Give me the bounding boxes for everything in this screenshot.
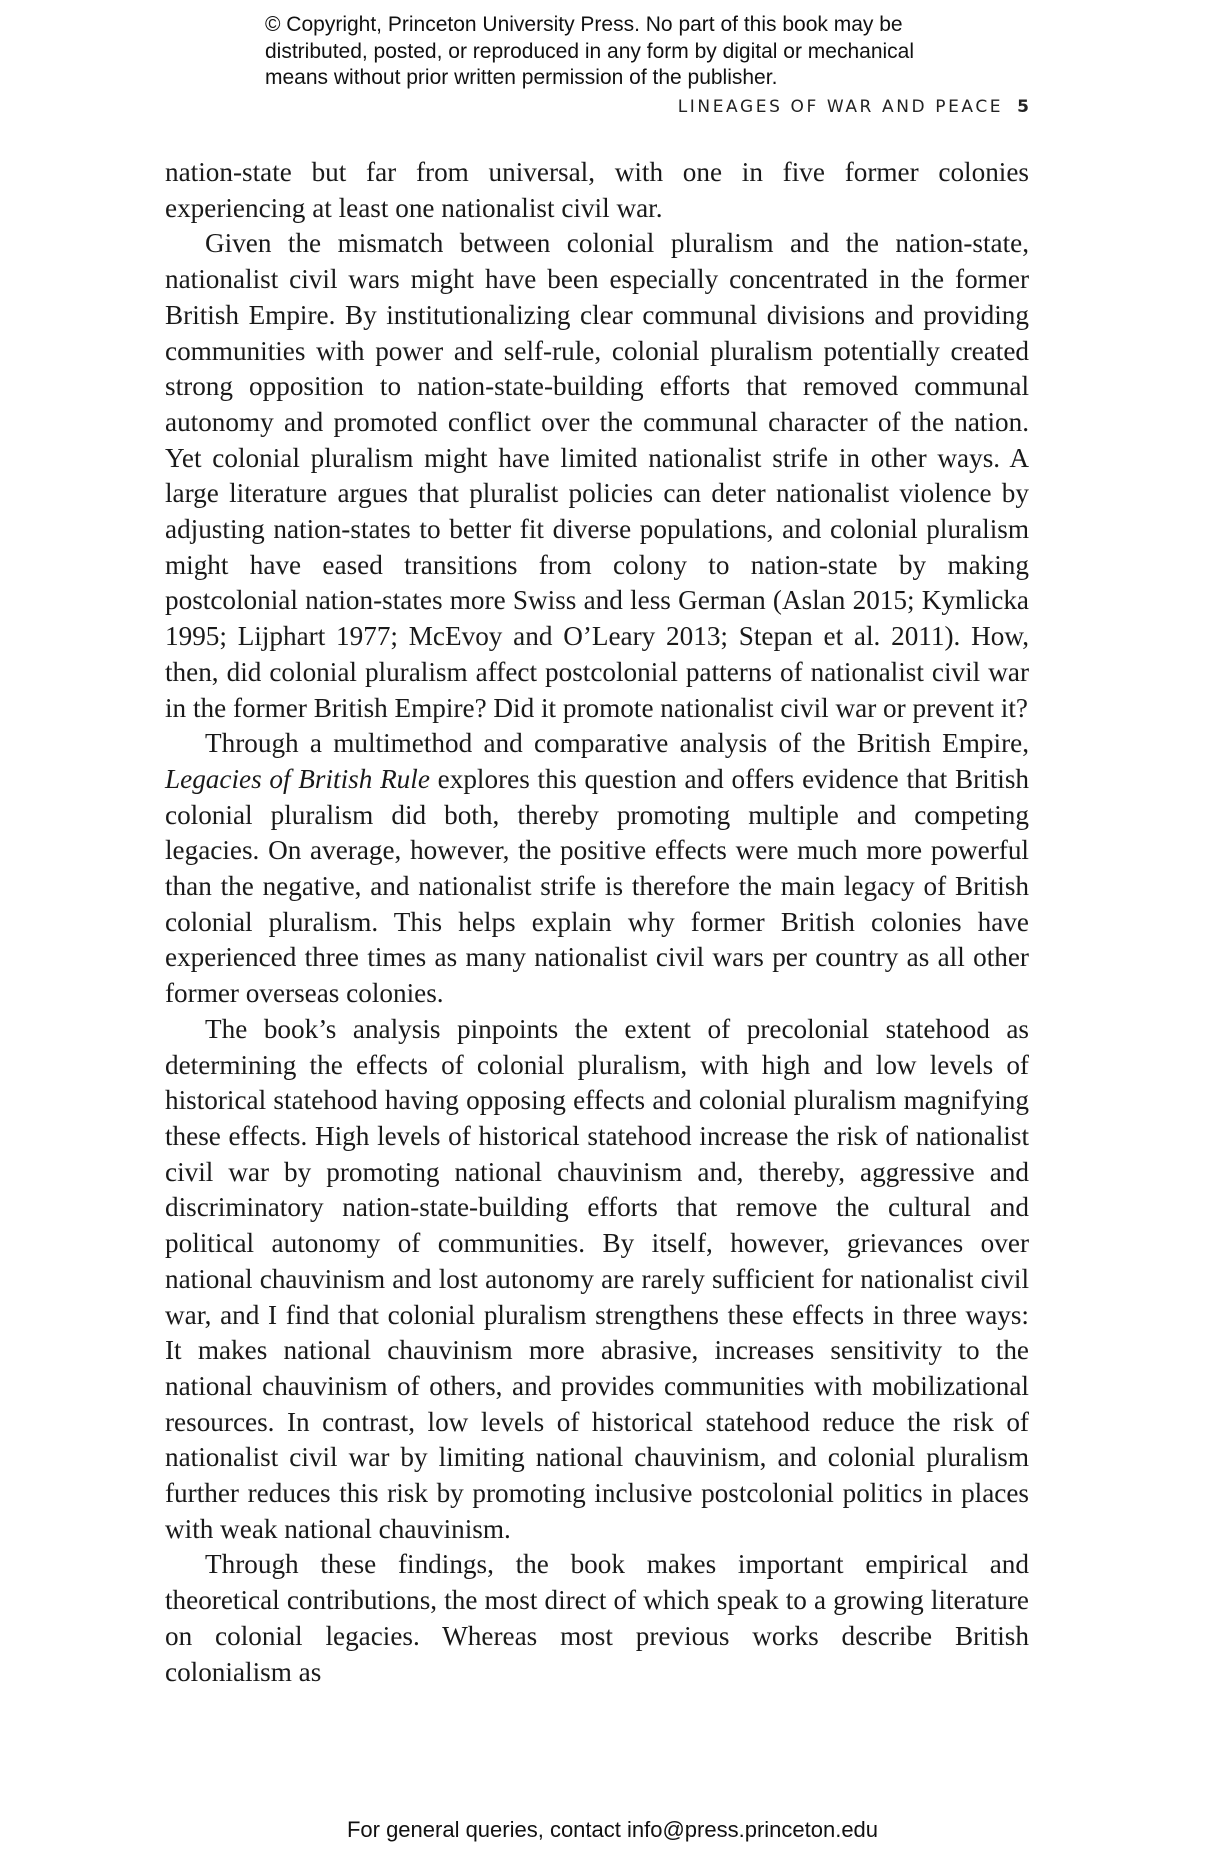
paragraph-rest: explores this question and offers evidence that British colonial pluralism did both, thereby promoting multiple and competing legacies. On average, however, the positive effects were much more powerful than the negative, and nationalist strife is therefore the main legacy of British colonial pluralism. This helps explain why former British colonies have experienced three times as many nationalist civil wars per country as all other former overseas colonies. [165, 763, 1030, 1009]
paragraph: Through these findings, the book makes important empirical and theoretical contributions, the most direct of which speak to a growing literature on colonial legacies. Whereas most previous works describe British colonialism as [165, 1549, 1029, 1687]
paragraph: The book’s analysis pinpoints the extent of precolonial statehood as determining the effects of colonial pluralism, with high and low levels of historical statehood having opposing effects and colonial pluralism magnifying these effects. High levels of historical statehood increase the risk of nationalist civil war by promoting national chauvinism and, thereby, aggressive and discriminatory nation-state-building efforts that remove the cultural and political autonomy of communities. By itself, however, grievances over national chauvinism and lost autonomy are rarely sufficient for nationalist civil war, and I find that colonial pluralism strengthens these effects in three ways: It makes national chauvinism more abrasive, increases sensitivity to the national chauvinism of others, and provides communities with mobilizational resources. In contrast, low levels of historical statehood reduce the risk of nationalist civil war by limiting national chauvinism, and colonial pluralism further reduces this risk by promoting inclusive postcolonial politics in places with weak national chauvinism. [165, 1013, 1029, 1544]
paragraph-continued: nation-state but far from universal, with one in five former colonies experiencing at least one nationalist civil war. [165, 157, 1029, 223]
paragraph-lead: Through a multimethod and comparative analysis of the British Empire, [205, 728, 1029, 759]
body-text [165, 155, 1029, 1690]
footer-contact: For general queries, contact info@press.princeton.edu [346, 1817, 879, 1842]
copyright-line-1: © Copyright, Princeton University Press. No part of this book may be [265, 13, 903, 36]
running-head-title: LINEAGES OF WAR AND PEACE [677, 97, 1004, 117]
running-head [678, 97, 1029, 117]
copyright-line-3: means without prior written permission of the publisher. [265, 66, 778, 89]
page-number: 5 [1017, 97, 1029, 117]
book-title-italic: Legacies of British Rule [165, 763, 430, 794]
paragraph: Given the mismatch between colonial pluralism and the nation-state, nationalist civil wars might have been especially concentrated in the former British Empire. By institutionalizing clear communal divisions and providing communities with power and self-rule, colonial pluralism potentially created strong opposition to nation-state-building efforts that removed communal autonomy and promoted conflict over the communal character of the nation. Yet colonial pluralism might have limited nationalist strife in other ways. A large literature argues that pluralist policies can deter nationalist violence by adjusting nation-states to better fit diverse populations, and colonial pluralism might have eased transitions from colony to nation-state by making postcolonial nation-states more Swiss and less German (Aslan 2015; Kymlicka 1995; Lijphart 1977; McEvoy and O’Leary 2013; Stepan et al. 2011). How, then, did colonial pluralism affect postcolonial patterns of nationalist civil war in the former British Empire? Did it promote nationalist civil war or prevent it? [165, 228, 1029, 723]
copyright-line-2: distributed, posted, or reproduced in any form by digital or mechanical [265, 39, 915, 63]
paragraph [165, 726, 1029, 1012]
copyright-notice [265, 12, 1025, 92]
